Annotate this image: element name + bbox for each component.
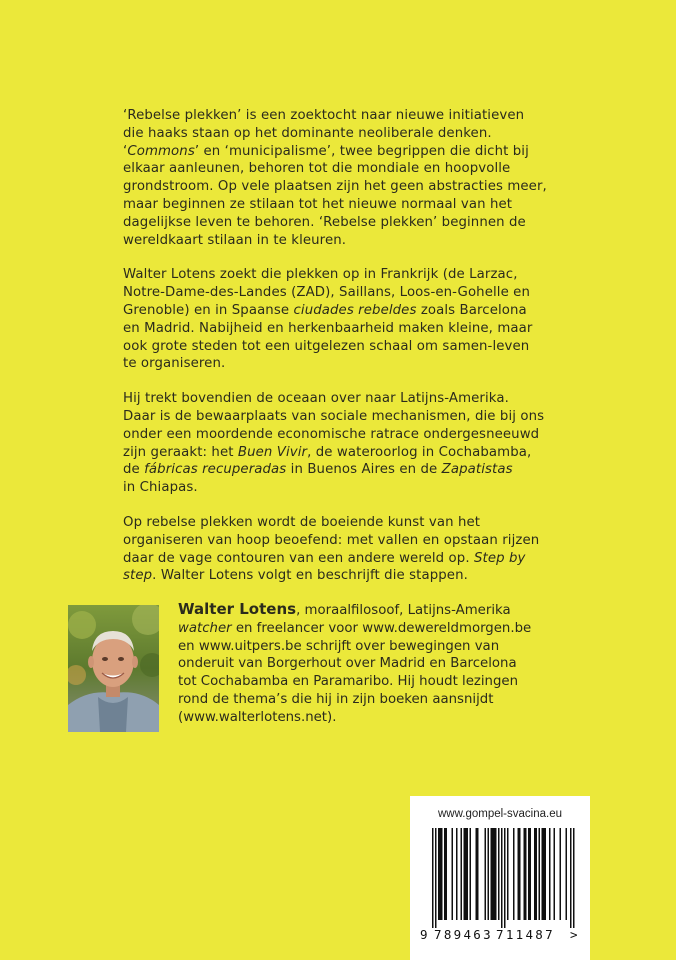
publisher-url: www.gompel-svacina.eu bbox=[437, 808, 562, 820]
blurb-line: grondstroom. Op vele plaatsen zijn het geen abstracties meer, bbox=[123, 179, 547, 195]
barcode-bar bbox=[534, 828, 536, 920]
bio-line bbox=[178, 601, 598, 620]
italic-term: fábricas recuperadas bbox=[144, 462, 287, 478]
barcode-bar bbox=[456, 828, 458, 920]
barcode-bar bbox=[545, 828, 547, 920]
text-run: de bbox=[123, 462, 145, 478]
barcode-bar bbox=[464, 828, 466, 920]
isbn-first-digit: 9 bbox=[420, 927, 428, 942]
barcode-bar bbox=[504, 828, 506, 928]
blurb-line: onder een moordende economische ratrace ondergesneeuwd bbox=[123, 426, 540, 442]
barcode-bar bbox=[560, 828, 562, 920]
bio-line: (www.walterlotens.net). bbox=[178, 709, 337, 725]
blurb-line: wereldkaart stilaan in te kleuren. bbox=[123, 232, 347, 248]
blurb-line: organiseren van hoop beoefend: met vallen en opstaan rijzen bbox=[123, 532, 540, 548]
text-run: zoals Barcelona bbox=[416, 302, 527, 318]
blurb-line bbox=[123, 302, 588, 320]
text-run: en freelancer voor www.dewereldmorgen.be bbox=[231, 620, 532, 636]
text-run: , de wateroorlog in Cochabamba, bbox=[307, 444, 532, 460]
blurb-paragraph-3 bbox=[123, 390, 588, 497]
barcode-bar bbox=[441, 828, 443, 920]
bio-line: en www.uitpers.be schrijft over bewegingen van bbox=[178, 638, 500, 654]
blurb-line bbox=[123, 550, 588, 568]
blurb-line: Walter Lotens zoekt die plekken op in Frankrijk (de Larzac, bbox=[123, 267, 518, 283]
barcode-bar bbox=[485, 828, 487, 920]
italic-term: step bbox=[123, 568, 153, 584]
barcode-bar bbox=[501, 828, 503, 928]
blurb-paragraph-2 bbox=[123, 266, 588, 373]
blurb-line bbox=[123, 444, 588, 462]
text-run: ‘ bbox=[123, 143, 128, 159]
isbn-right-group: 711487 bbox=[496, 927, 555, 942]
barcode-bar bbox=[498, 828, 500, 920]
italic-term: Commons bbox=[127, 143, 195, 159]
barcode-bar bbox=[530, 828, 532, 920]
barcode-bar bbox=[494, 828, 496, 920]
barcode-bar bbox=[438, 828, 440, 920]
barcode-bar bbox=[465, 828, 467, 920]
barcode-bar bbox=[525, 828, 527, 920]
barcode-bar bbox=[440, 828, 442, 920]
author-bio bbox=[178, 601, 598, 727]
text-run: ’ en ‘municipalisme’, twee begrippen die dicht bij bbox=[194, 143, 529, 159]
text-run: , moraalfilosoof, Latijns-Amerika bbox=[296, 603, 511, 618]
barcode-bar bbox=[495, 828, 497, 920]
barcode-bar bbox=[461, 828, 463, 920]
text-run: in Buenos Aires en de bbox=[286, 462, 442, 478]
italic-term: watcher bbox=[178, 620, 232, 636]
barcode-bar bbox=[528, 828, 530, 920]
blurb-line bbox=[123, 567, 588, 585]
barcode-bar bbox=[470, 828, 472, 920]
text-run: Grenoble) en in Spaanse bbox=[123, 302, 294, 318]
barcode-bar bbox=[491, 828, 493, 920]
blurb-line: die haaks staan op het dominante neoliberale denken. bbox=[123, 125, 492, 141]
barcode-bar bbox=[518, 828, 520, 920]
barcode-bar bbox=[570, 828, 572, 928]
blurb-line bbox=[123, 461, 588, 479]
isbn-barcode bbox=[420, 828, 580, 930]
barcode-bar bbox=[513, 828, 515, 920]
barcode-bar bbox=[573, 828, 575, 928]
bio-line: rond de thema’s die hij in zijn boeken aansnijdt bbox=[178, 691, 494, 707]
barcode-bar bbox=[446, 828, 448, 920]
blurb-line: in Chiapas. bbox=[123, 480, 198, 496]
italic-term: Buen Vivir bbox=[237, 444, 308, 460]
blurb-paragraph-4 bbox=[123, 514, 588, 585]
barcode-bar bbox=[549, 828, 551, 920]
blurb-line: Hij trekt bovendien de oceaan over naar Latijns-Amerika. bbox=[123, 391, 509, 407]
blurb-line: dagelijkse leven te behoren. ‘Rebelse plekken’ beginnen de bbox=[123, 214, 526, 230]
bio-line bbox=[178, 620, 598, 638]
barcode-bar bbox=[539, 828, 541, 920]
author-name: Walter Lotens bbox=[178, 600, 297, 618]
barcode-bar bbox=[492, 828, 494, 920]
italic-term: Step by bbox=[473, 550, 526, 566]
barcode-panel bbox=[410, 796, 590, 960]
blurb-line: maar beginnen ze stilaan tot het nieuwe normaal van het bbox=[123, 196, 513, 212]
italic-term: Zapatistas bbox=[441, 462, 513, 478]
blurb-line bbox=[123, 143, 588, 161]
text-run: daar de vage contouren van een andere wereld op. bbox=[123, 550, 474, 566]
bio-line: tot Cochabamba en Paramaribo. Hij houdt lezingen bbox=[178, 674, 519, 690]
author-photo bbox=[68, 605, 159, 732]
barcode-bar bbox=[536, 828, 538, 920]
barcode-bar bbox=[452, 828, 454, 920]
bio-line: onderuit van Borgerhout over Madrid en Barcelona bbox=[178, 656, 517, 672]
blurb-text bbox=[123, 107, 588, 602]
italic-term: ciudades rebeldes bbox=[293, 302, 417, 318]
barcode-bar bbox=[477, 828, 479, 920]
barcode-bar bbox=[467, 828, 469, 920]
isbn-arrow: > bbox=[570, 927, 578, 942]
barcode-bar bbox=[507, 828, 509, 920]
barcode-bar bbox=[519, 828, 521, 920]
barcode-bar bbox=[554, 828, 556, 920]
blurb-line: en Madrid. Nabijheid en herkenbaarheid maken kleine, maar bbox=[123, 320, 533, 336]
barcode-bar bbox=[444, 828, 446, 920]
barcode-bar bbox=[524, 828, 526, 920]
barcode-bar bbox=[543, 828, 545, 920]
blurb-line: ook grote steden tot een uitgelezen schaal om samen-leven bbox=[123, 338, 530, 354]
text-run: . Walter Lotens volgt en beschrijft die stappen. bbox=[152, 568, 468, 584]
blurb-paragraph-1 bbox=[123, 107, 588, 249]
blurb-line: Notre-Dame-des-Landes (ZAD), Saillans, Loos-en-Gohelle en bbox=[123, 285, 530, 301]
barcode-bar bbox=[488, 828, 490, 920]
isbn-left-group: 789463 bbox=[434, 927, 493, 942]
barcode-bar bbox=[435, 828, 437, 928]
author-portrait-illustration bbox=[68, 605, 159, 732]
blurb-line: elkaar aanleunen, behoren tot die mondiale en hoopvolle bbox=[123, 161, 511, 177]
barcode-bar bbox=[542, 828, 544, 920]
barcode-bar bbox=[432, 828, 434, 928]
blurb-line: Daar is de bewaarplaats van sociale mechanismen, die bij ons bbox=[123, 408, 545, 424]
blurb-line: ‘Rebelse plekken’ is een zoektocht naar nieuwe initiatieven bbox=[123, 108, 525, 123]
blurb-line: te organiseren. bbox=[123, 356, 226, 372]
blurb-line: Op rebelse plekken wordt de boeiende kunst van het bbox=[123, 514, 481, 530]
barcode-bar bbox=[476, 828, 478, 920]
text-run: zijn geraakt: het bbox=[123, 444, 238, 460]
barcode-bar bbox=[566, 828, 568, 920]
